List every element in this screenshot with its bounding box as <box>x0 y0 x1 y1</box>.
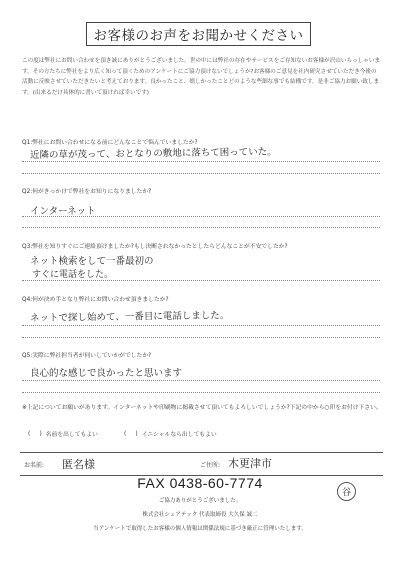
answer-line <box>22 280 380 281</box>
question-2-label: Q2:何がきっかけで弊社をお知りになりましたか? <box>22 189 152 195</box>
question-3-answer-line-1: ネット検索をして一番最初の <box>30 256 154 267</box>
question-1-label: Q1:弊社にお問い合わせになる前にどんなことで悩んでいましたか? <box>22 140 198 146</box>
question-2-answer: インターネット <box>30 206 96 217</box>
page-title <box>86 22 311 46</box>
answer-line <box>22 161 380 162</box>
answer-line <box>22 173 380 174</box>
name-label: お名前: <box>24 462 45 469</box>
privacy-text: 当アンケートで取得したお客様の個人情報は関係法規に基づき厳正に管理いたします。 <box>93 526 307 532</box>
answer-line <box>22 325 380 326</box>
consent-options <box>28 429 217 438</box>
answer-line <box>22 380 380 381</box>
question-1-answer: 近隣の草が茂って、おとなりの敷地に落ちて困っていた。 <box>29 146 277 161</box>
initial-option-checkbox[interactable]: ( ) <box>123 430 138 437</box>
consent-note: ※上記についてお願いがあります。インターネットや印刷物に掲載させて頂いてもよろしいでしょうか?下記の中から○印をお付け下さい。 <box>22 405 382 411</box>
title-text: お客様のお声をお聞かせください <box>93 28 304 44</box>
question-5-answer: 良心的な感じで良かったと思います <box>30 368 183 379</box>
answer-line <box>22 392 380 393</box>
question-3-label: Q3:弊社を知りすぐにご連絡頂けましたか?もし決断されなかったとしたらどんなことが不安でしたか? <box>22 244 288 250</box>
question-3-answer-line-2: すぐに電話をした。 <box>32 270 114 280</box>
name-option-checkbox[interactable]: ( ) <box>28 430 42 437</box>
address-value: 木更津市 <box>228 457 272 470</box>
company-text: 株式会社シェアテック 代表取締役 大久保 誠二 <box>142 512 258 518</box>
fax-number: FAX 0438-60-7774 <box>137 475 263 491</box>
initial-option-label: イニシャルなら出してもよい <box>141 432 217 438</box>
name-value: 匿名様 <box>62 458 95 471</box>
thanks-text: ご協力ありがとうございました。 <box>158 498 242 504</box>
name-option-label: 名前を出してもよい <box>45 432 98 438</box>
question-4-answer: ネットで探し始めて、一番目に電話しました。 <box>29 310 230 324</box>
intro-text: この度は弊社にお問い合わせを頂き誠にありがとうございました。世の中には弊社の存在やサービスをご存知ないお客様が沢山いらっしゃいます。その方たちに弊社をより広く知って頂くためのアンケートにご協力頂けないでしょうか?お客様のご意見を社内研究させていただき今後の活動に反映させていただきたいと考えております。良かったこと、嬉しかったことどのような些細な事でも結構です。是非ご協力お願い致します。(出来るだけ具体的に書いて頂ければ幸いです) <box>22 58 381 96</box>
stamp-char: 谷 <box>341 488 351 498</box>
question-4-label: Q4:何が決め手となり弊社にお問い合わせ頂きましたか? <box>22 297 169 303</box>
answer-line <box>22 337 380 338</box>
customer-info-row <box>20 452 383 476</box>
question-5-label: Q5:実際に弊社担当者が伺いしていかがでしたか? <box>22 353 152 359</box>
answer-line <box>22 227 380 228</box>
address-label: ご住所: <box>200 462 221 469</box>
answer-line <box>22 216 380 217</box>
